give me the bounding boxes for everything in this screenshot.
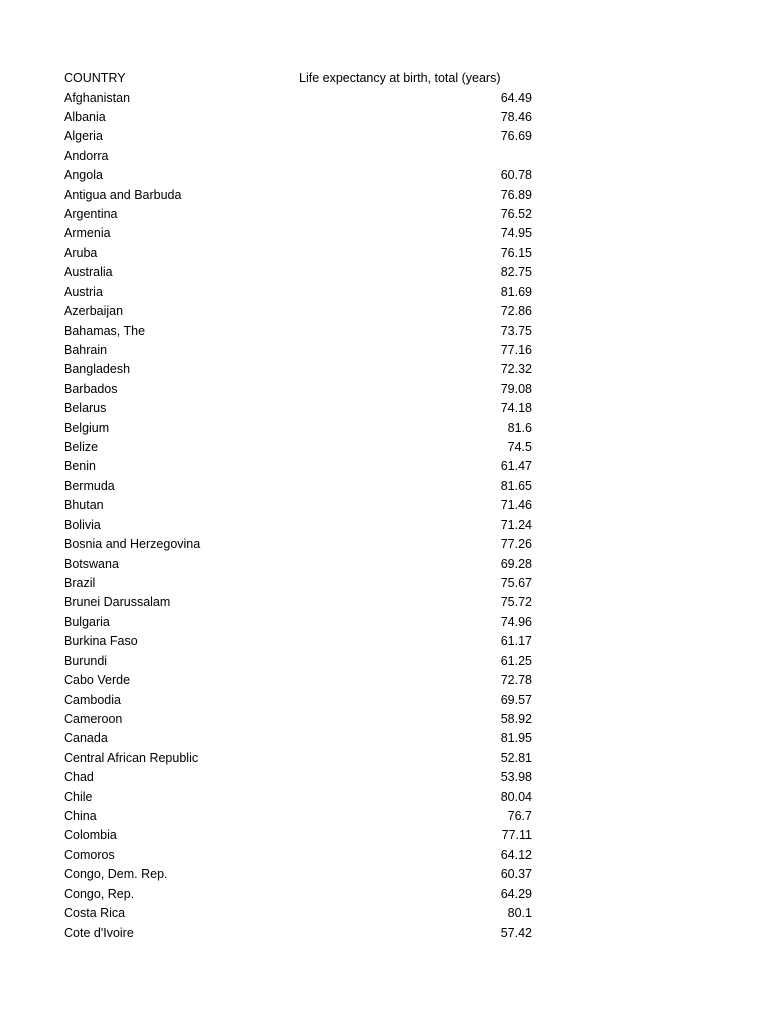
country-cell: Armenia [64,226,111,241]
table-row [0,613,768,632]
life-expectancy-cell: 78.46 [500,109,532,124]
table-row [0,283,768,302]
table-row [0,652,768,671]
life-expectancy-cell: 81.95 [500,731,532,746]
table-row [0,729,768,748]
life-expectancy-cell: 61.17 [500,634,532,649]
life-expectancy-cell: 61.25 [500,653,532,668]
country-cell: Bahamas, The [64,323,146,338]
table-row [0,341,768,360]
table-row [0,186,768,205]
life-expectancy-cell: 81.6 [507,420,532,435]
table-row [0,166,768,185]
country-cell: Cote d'Ivoire [64,925,134,940]
country-cell: Angola [64,168,103,183]
table-row [0,419,768,438]
country-cell: China [64,809,97,824]
life-expectancy-cell: 73.75 [500,323,532,338]
life-expectancy-cell: 80.04 [500,789,532,804]
country-cell: Algeria [64,129,103,144]
table-row [0,555,768,574]
country-cell: Congo, Rep. [64,886,135,901]
country-cell: Bermuda [64,478,115,493]
life-expectancy-cell: 77.26 [500,537,532,552]
country-cell: Argentina [64,207,118,222]
table-row [0,671,768,690]
country-cell: Costa Rica [64,906,126,921]
table-row [0,244,768,263]
life-expectancy-cell: 69.28 [500,556,532,571]
table-row [0,127,768,146]
life-expectancy-cell: 77.11 [501,828,532,843]
life-expectancy-cell: 74.95 [500,226,532,241]
life-expectancy-cell: 64.12 [500,847,532,862]
table-row [0,788,768,807]
country-cell: Austria [64,284,103,299]
table-row [0,768,768,787]
country-cell: Azerbaijan [64,304,124,319]
table-row [0,846,768,865]
country-cell: Colombia [64,828,117,843]
country-cell: Aruba [64,245,98,260]
table-row [0,496,768,515]
table-row [0,593,768,612]
country-cell: Albania [64,109,106,124]
country-cell: Canada [64,731,108,746]
life-expectancy-cell: 81.65 [500,478,532,493]
table-row [0,457,768,476]
country-cell: Bolivia [64,517,101,532]
life-expectancy-cell: 60.78 [500,168,532,183]
country-cell: Antigua and Barbuda [64,187,182,202]
country-cell: Chad [64,770,94,785]
life-expectancy-cell: 71.46 [500,498,532,513]
life-expectancy-cell: 58.92 [500,711,532,726]
life-expectancy-cell: 76.15 [500,245,532,260]
life-expectancy-cell: 80.1 [507,906,532,921]
country-cell: Burundi [64,653,108,668]
table-row [0,807,768,826]
table-row [0,535,768,554]
life-expectancy-cell: 75.72 [500,595,532,610]
life-expectancy-cell: 71.24 [500,517,532,532]
table-header-row [0,69,768,88]
country-cell: Central African Republic [64,750,199,765]
country-cell: Comoros [64,847,115,862]
country-cell: Belize [64,440,99,455]
table-row [0,632,768,651]
life-expectancy-cell: 75.67 [500,576,532,590]
life-expectancy-cell: 82.75 [500,265,532,280]
country-cell: Burkina Faso [64,634,138,649]
country-cell: Cabo Verde [64,673,131,688]
table-row [0,865,768,884]
life-expectancy-cell: 61.47 [500,459,532,474]
table-row [0,904,768,923]
life-expectancy-cell: 76.7 [507,809,532,824]
table-row [0,691,768,710]
country-cell: Bhutan [64,498,104,513]
country-cell: Australia [64,265,113,280]
table-row [0,89,768,108]
life-expectancy-column-header: Life expectancy at birth, total (years) [299,71,501,85]
country-cell: Bahrain [64,342,108,357]
table-row [0,399,768,418]
table-row [0,205,768,224]
life-expectancy-cell: 52.81 [500,750,532,765]
life-expectancy-cell: 74.18 [500,401,532,416]
table-row [0,360,768,379]
country-cell: Brazil [64,576,96,590]
table-row [0,710,768,729]
life-expectancy-cell: 57.42 [500,925,532,940]
life-expectancy-cell: 74.96 [500,614,532,629]
country-cell: Belgium [64,420,110,435]
table-row [0,263,768,282]
country-column-header: COUNTRY [64,71,126,85]
country-cell: Afghanistan [64,90,131,105]
country-cell: Chile [64,789,93,804]
country-cell: Belarus [64,401,107,416]
table-row [0,574,768,593]
country-cell: Botswana [64,556,119,571]
country-cell: Congo, Dem. Rep. [64,867,168,882]
life-expectancy-cell: 76.52 [500,207,532,222]
country-cell: Cameroon [64,711,123,726]
life-expectancy-cell: 53.98 [500,770,532,785]
country-cell: Bangladesh [64,362,131,377]
table-row [0,108,768,127]
table-row [0,477,768,496]
country-cell: Cambodia [64,692,121,707]
country-cell: Barbados [64,381,118,396]
country-cell: Benin [64,459,96,474]
life-expectancy-cell: 64.29 [500,886,532,901]
life-expectancy-cell: 74.5 [507,440,532,455]
table-row [0,516,768,535]
table-row [0,885,768,904]
country-cell: Andorra [64,148,109,163]
life-expectancy-cell: 81.69 [500,284,532,299]
life-expectancy-cell: 69.57 [500,692,532,707]
table-row [0,322,768,341]
life-expectancy-cell: 60.37 [500,867,532,882]
table-row [0,302,768,321]
table-row [0,826,768,845]
country-cell: Bosnia and Herzegovina [64,537,201,552]
table-row [0,380,768,399]
life-expectancy-cell: 72.78 [500,673,532,688]
table-row [0,749,768,768]
life-expectancy-cell: 72.86 [500,304,532,319]
life-expectancy-cell: 64.49 [500,90,532,105]
life-expectancy-cell: 79.08 [500,381,532,396]
life-expectancy-cell: 72.32 [500,362,532,377]
life-expectancy-cell: 77.16 [500,342,532,357]
table-row [0,924,768,943]
table-row [0,147,768,166]
life-expectancy-cell: 76.89 [500,187,532,202]
country-cell: Bulgaria [64,614,110,629]
life-expectancy-cell: 76.69 [500,129,532,144]
table-row [0,438,768,457]
country-cell: Brunei Darussalam [64,595,171,610]
table-row [0,224,768,243]
